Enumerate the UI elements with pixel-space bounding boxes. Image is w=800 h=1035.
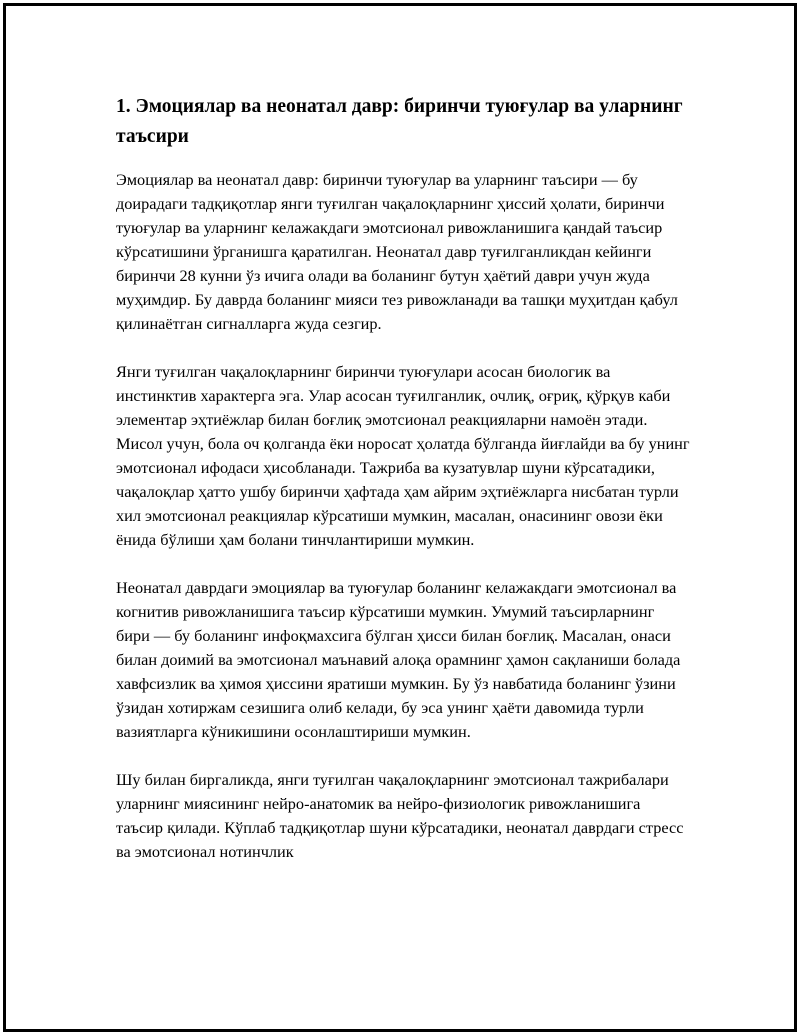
section-title: 1. Эмоциялар ва неонатал давр: биринчи туюғулар ва уларнинг таъсири (116, 96, 683, 147)
paragraph-1: Эмоциялар ва неонатал давр: биринчи туюғулар ва уларнинг таъсири — бу доирадаги тадқиқотлар янги туғилган чақалоқларнинг ҳиссий ҳолати, биринчи туюғулар ва уларнинг келажакдаги эмотсионал ривожланишига қандай таъсир кўрсатишини ўрганишга қаратилган. Неонатал давр туғилганликдан кейинги биринчи 28 кунни ўз ичига олади ва боланинг бутун ҳаётий даври учун жуда муҳимдир. Бу даврда боланинг мияси тез ривожланади ва ташқи муҳитдан қабул қилинаётган сигналларга жуда сезгир. (116, 170, 678, 333)
document-content (116, 92, 690, 888)
paragraph-4: Шу билан биргаликда, янги туғилган чақалоқларнинг эмотсионал тажрибалари уларнинг миясининг нейро-анатомик ва нейро-физиологик ривожланишига таъсир қилади. Кўплаб тадқиқотлар шуни кўрсатадики, неонатал даврдаги стресс ва эмотсионал нотинчлик (116, 770, 684, 861)
paragraph-3: Неонатал даврдаги эмоциялар ва туюғулар боланинг келажакдаги эмотсионал ва когнитив ривожланишига таъсир кўрсатиши мумкин. Умумий таъсирларнинг бири — бу боланинг инфоқмахсига бўлган ҳисси билан боғлиқ. Масалан, онаси билан доимий ва эмотсионал маънавий алоқа орамнинг ҳамон сақланиши болада хавфсизлик ва ҳимоя ҳиссини яратиши мумкин. Бу ўз навбатида боланинг ўзини ўзидан хотиржам сезишига олиб келади, бу эса унинг ҳаёти давомида турли вазиятларга кўникишини осонлаштириши мумкин. (116, 578, 681, 741)
paragraph-2: Янги туғилган чақалоқларнинг биринчи туюғулари асосан биологик ва инстинктив характерга эга. Улар асосан туғилганлик, очлиқ, оғриқ, қўрқув каби элементар эҳтиёжлар билан боғлиқ эмотсионал реакцияларни намоён этади. Мисол учун, бола оч қолганда ёки норосат ҳолатда бўлганда йиғлайди ва бу унинг эмотсионал ифодаси ҳисобланади. Тажриба ва кузатувлар шуни кўрсатадики, чақалоқлар ҳатто ушбу биринчи ҳафтада ҳам айрим эҳтиёжларга нисбатан турли хил эмотсионал реакциялар кўрсатиши мумкин, масалан, онасининг овози ёки ёнида бўлиши ҳам болани тинчлантириши мумкин. (116, 362, 690, 549)
